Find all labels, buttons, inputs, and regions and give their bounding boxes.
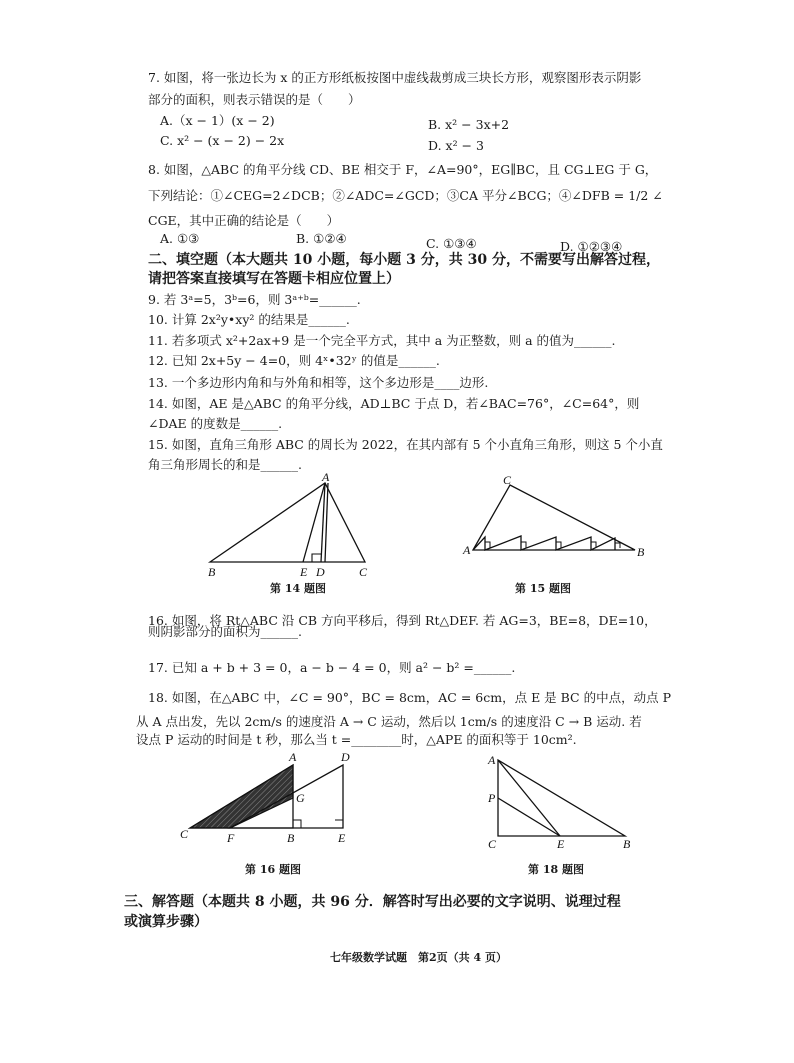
q8-option-b: B. ①②④: [296, 231, 347, 246]
fig18-line-pe: [498, 798, 560, 836]
q9-text: 9. 若 3ᵃ=5，3ᵇ=6，则 3ᵃ⁺ᵇ=______.: [148, 292, 361, 307]
fig16-label-c: C: [180, 827, 189, 841]
q15-line1: 15. 如图，直角三角形 ABC 的周长为 2022，在其内部有 5 个小直角三角形，则这 5 个小直: [148, 437, 663, 452]
page-footer: 七年级数学试题 第2页（共 4 页）: [330, 951, 507, 964]
q7-option-d: D. x² − 3: [428, 138, 484, 153]
fig16-label-a: A: [289, 750, 297, 764]
fig15-right-mark-3: [556, 542, 561, 548]
q18-line2: 从 A 点出发，先以 2cm/s 的速度沿 A → C 运动，然后以 1cm/s 的速度沿 C → B 运动. 若: [136, 714, 642, 729]
q16-line1: 16. 如图，将 Rt△ABC 沿 CB 方向平移后，得到 Rt△DEF. 若 AG=3，BE=8，DE=10，: [148, 613, 657, 628]
fig18-line-ae: [498, 760, 560, 836]
q13-text: 13. 一个多边形内角和与外角和相等，这个多边形是____边形.: [148, 375, 489, 390]
q7-option-c: C. x² − (x − 2) − 2x: [160, 133, 285, 148]
q7-option-b: B. x² − 3x+2: [428, 117, 510, 132]
fig15-label-a: A: [463, 543, 471, 557]
section3-title-line1: 三、解答题（本题共 8 小题，共 96 分．解答时写出必要的文字说明、说理过程: [124, 894, 621, 910]
fig16-label-d: D: [341, 750, 350, 764]
q14-line2: ∠DAE 的度数是______.: [148, 416, 283, 431]
fig14-label-d: D: [316, 565, 325, 579]
fig16-label-g: G: [296, 791, 305, 805]
fig15-small-triangles: [473, 536, 615, 550]
fig14-label-b: B: [208, 565, 216, 579]
q18-line3: 设点 P 运动的时间是 t 秒，那么当 t =________时，△APE 的面积等于 10cm².: [136, 732, 577, 747]
q11-text: 11. 若多项式 x²+2ax+9 是一个完全平方式，其中 a 为正整数，则 a 的值为______.: [148, 333, 616, 348]
fig14-caption: 第 14 题图: [270, 582, 326, 595]
fig14-line-ad-double: [325, 483, 328, 562]
fig16-label-f: F: [227, 831, 235, 845]
fig18-label-c: C: [488, 837, 497, 850]
figure-14: [195, 470, 385, 582]
fig14-right-angle-mark: [312, 554, 321, 562]
q18-line1: 18. 如图，在△ABC 中，∠C = 90°，BC = 8cm，AC = 6cm，点 E 是 BC 的中点，动点 P: [148, 690, 671, 705]
q8-option-d: D. ①②③④: [560, 239, 623, 254]
q15-line2: 角三角形周长的和是______.: [148, 457, 302, 472]
q8-option-a: A. ①③: [160, 231, 200, 246]
fig14-label-e: E: [300, 565, 308, 579]
fig15-right-mark-4: [591, 542, 596, 548]
fig18-label-e: E: [557, 837, 565, 850]
fig18-label-p: P: [488, 791, 496, 805]
q17-text: 17. 已知 a + b + 3 = 0，a − b − 4 = 0，则 a² − b² =______.: [148, 660, 516, 675]
section3-title-line2: 或演算步骤）: [124, 914, 208, 930]
fig15-caption: 第 15 题图: [515, 582, 571, 595]
fig16-right-mark-b: [293, 820, 301, 828]
fig16-label-e: E: [338, 831, 346, 845]
fig18-label-a: A: [488, 753, 496, 767]
fig15-right-mark-1: [485, 542, 490, 548]
fig14-label-c: C: [359, 565, 368, 579]
q16-line2: 则阴影部分的面积为______.: [148, 624, 302, 639]
fig15-right-mark-2: [521, 542, 526, 548]
fig18-label-b: B: [623, 837, 631, 850]
q7-option-a: A.（x − 1）(x − 2): [160, 113, 275, 128]
fig14-triangle-abc: [210, 483, 365, 562]
figure-18: [480, 750, 640, 850]
figure-16: [175, 750, 370, 850]
q8-stem-line2: 下列结论：①∠CEG=2∠DCB；②∠ADC=∠GCD；③CA 平分∠BCG；④∠DFB = 1/2 ∠: [148, 188, 663, 203]
q8-stem-line1: 8. 如图，△ABC 的角平分线 CD、BE 相交于 F，∠A=90°，EG∥BC，且 CG⊥EG 于 G，: [148, 162, 658, 177]
q8-stem-line3: CGE，其中正确的结论是（ ）: [148, 213, 340, 228]
q7-stem-line1: 7. 如图，将一张边长为 x 的正方形纸板按图中虚线裁剪成三块长方形，观察图形表示阴影: [148, 70, 642, 85]
fig15-label-c: C: [503, 473, 512, 487]
fig15-label-b: B: [637, 545, 645, 559]
fig16-label-b: B: [287, 831, 295, 845]
fig18-caption: 第 18 题图: [528, 863, 584, 876]
figure-15: [455, 470, 655, 570]
fig15-right-mark-5: [615, 543, 620, 548]
fig16-caption: 第 16 题图: [245, 863, 301, 876]
q12-text: 12. 已知 2x+5y − 4=0，则 4ˣ•32ʸ 的值是______.: [148, 353, 440, 368]
fig18-triangle-acb: [498, 760, 625, 836]
section2-title-line2: 请把答案直接填写在答题卡相应位置上）: [148, 271, 400, 287]
section2-title-line1: 二、填空题（本大题共 10 小题，每小题 3 分，共 30 分，不需要写出解答过程，: [148, 252, 660, 268]
q8-option-c: C. ①③④: [426, 236, 477, 251]
q14-line1: 14. 如图，AE 是△ABC 的角平分线，AD⊥BC 于点 D，若∠BAC=76°，∠C=64°，则: [148, 396, 640, 411]
q7-stem-line2: 部分的面积，则表示错误的是（ ）: [148, 92, 361, 107]
fig14-label-a: A: [322, 470, 330, 484]
q10-text: 10. 计算 2x²y•xy² 的结果是______.: [148, 312, 350, 327]
